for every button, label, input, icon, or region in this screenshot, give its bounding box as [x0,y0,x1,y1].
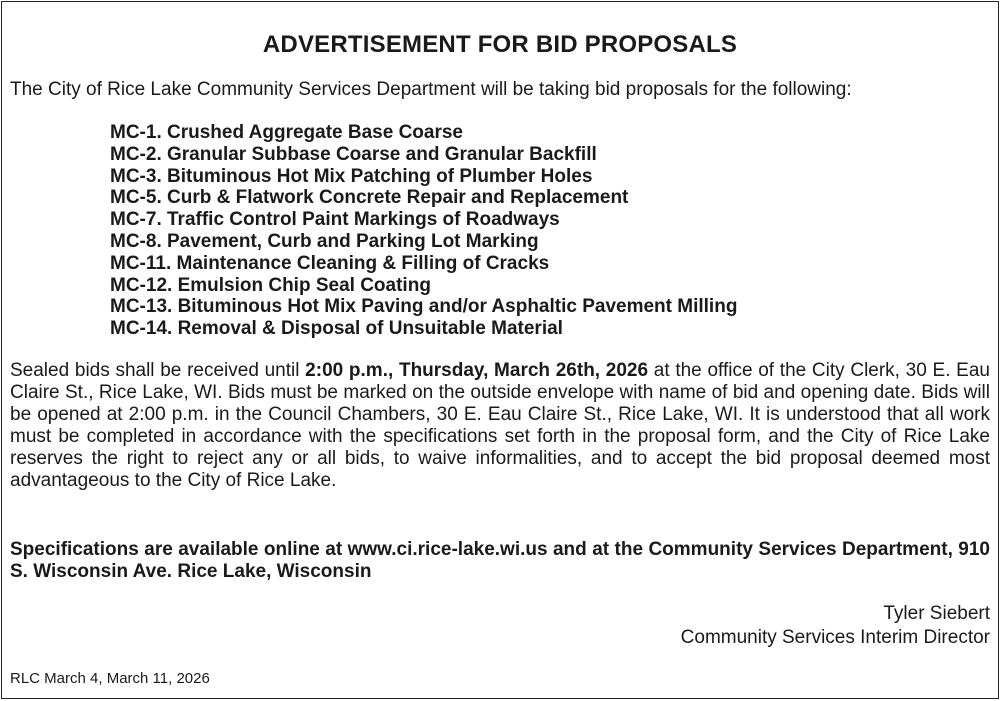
page-title: ADVERTISEMENT FOR BID PROPOSALS [262,31,738,58]
list-item: MC-2. Granular Subbase Coarse and Granular Backfill [110,143,597,165]
signer-name: Tyler Siebert [883,603,990,624]
instructions-rest: at the office of the City Clerk, 30 E. Eau Claire St., Rice Lake, WI. Bids must be marked on the outside envelope with name of bid and opening date. Bids will be opened at 2:00 p.m. in the Council Chambers, 30 E. Eau Claire St., Rice Lake, WI. It is understood that all work must be completed in accordance with the specifications set forth in the proposal form, and the City of Rice Lake reserves the right to reject any or all bids, to waive informalities, and to accept the bid proposal deemed most advantageous to the City of Rice Lake. [10,360,990,491]
bid-items-list [110,122,737,340]
list-item: MC-3. Bituminous Hot Mix Patching of Plumber Holes [110,165,593,187]
signature-block [681,602,990,650]
list-item: MC-7. Traffic Control Paint Markings of Roadways [110,209,560,231]
bid-instructions [10,360,990,492]
instructions-lead: Sealed bids shall be received until [10,360,306,381]
list-item: MC-13. Bituminous Hot Mix Paving and/or Asphaltic Pavement Milling [110,296,738,318]
list-item: MC-12. Emulsion Chip Seal Coating [110,274,431,296]
bid-advertisement [1,1,999,699]
list-item: MC-14. Removal & Disposal of Unsuitable Material [110,318,563,340]
list-item: MC-1. Crushed Aggregate Base Coarse [110,122,464,143]
intro-text: The City of Rice Lake Community Services Department will be taking bid proposals for the following: [10,79,852,100]
list-item: MC-5. Curb & Flatwork Concrete Repair and Replacement [110,187,629,209]
specifications-note: Specifications are available online at www.ci.rice-lake.wi.us and at the Community Services Department, 910 S. Wisconsin Ave. Rice Lake, Wisconsin [10,539,990,582]
list-item: MC-11. Maintenance Cleaning & Filling of Cracks [110,252,550,274]
publication-dates: RLC March 4, March 11, 2026 [10,670,210,687]
bid-deadline: 2:00 p.m., Thursday, March 26th, 2026 [305,360,649,381]
list-item: MC-8. Pavement, Curb and Parking Lot Marking [110,230,539,252]
signer-title: Community Services Interim Director [680,627,990,648]
